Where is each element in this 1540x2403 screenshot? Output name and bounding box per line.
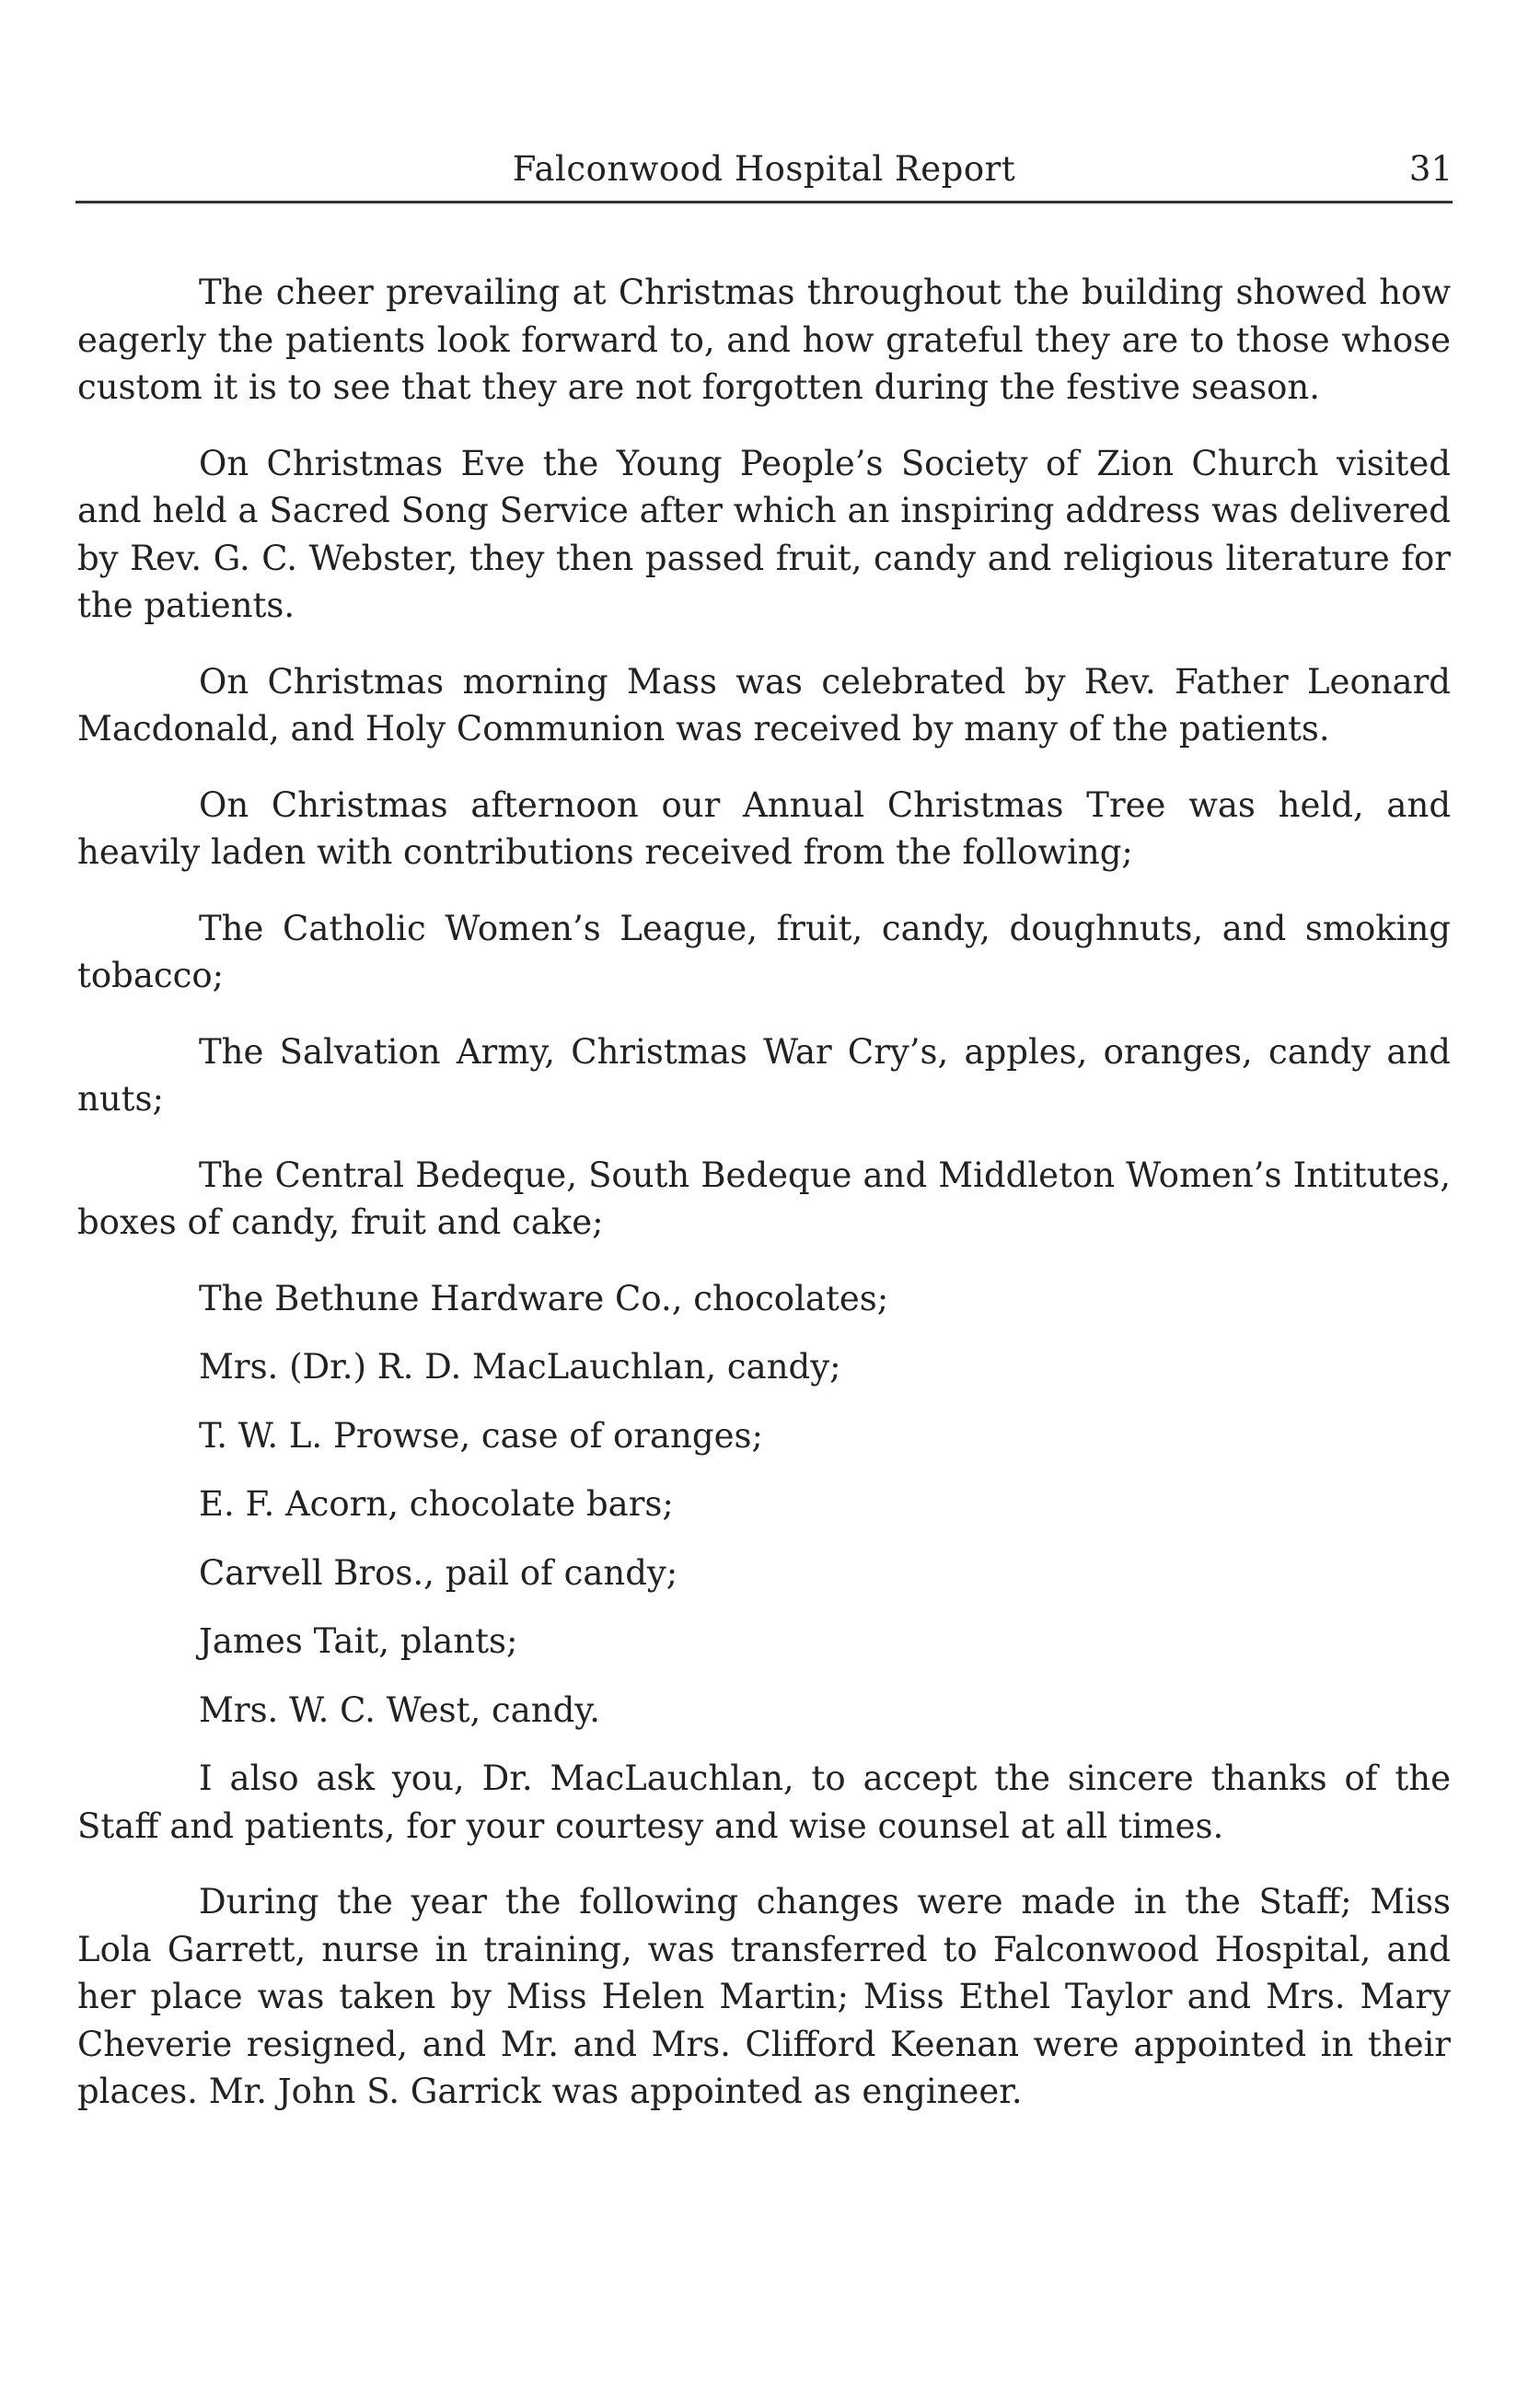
paragraph: I also ask you, Dr. MacLauchlan, to accept the sincere thanks of the Staff and patients, for your courtesy and wise counsel at all times. [77,1759,1451,1846]
paragraph: On Christmas morning Mass was celebrated by Rev. Father Leonard Macdonald, and Holy Communion was received by many of the patients. [77,661,1451,749]
paragraph: During the year the following changes were made in the Staff; Miss Lola Garrett, nurse in training, was transferred to Falconwood Hospital, and her place was taken by Miss Helen Martin; Miss Ethel Taylor and Mrs. Mary Cheverie resigned, and Mr. and Mrs. Clifford Keenan were appointed in their places. Mr. John S. Garrick was appointed as engineer. [77,1882,1451,2111]
paragraph: The Catholic Women’s League, fruit, candy, doughnuts, and smoking tobacco; [77,908,1451,995]
donor-line: The Bethune Hardware Co., chocolates; [199,1278,889,1318]
donor-line: Mrs. W. C. West, candy. [199,1689,601,1730]
paragraph: On Christmas Eve the Young People’s Society of Zion Church visited and held a Sacred Song Service after which an inspiring address was delivered by Rev. G. C. Webster, they then passed fruit, candy and religious literature for the patients. [77,443,1451,625]
running-header [75,138,1453,193]
donor-line: James Tait, plants; [199,1621,518,1661]
page-body [77,269,1451,2144]
paragraph: The Salvation Army, Christmas War Cry’s, apples, oranges, candy and nuts; [77,1031,1451,1119]
donor-line: Mrs. (Dr.) R. D. MacLauchlan, candy; [199,1347,841,1387]
donor-line: E. F. Acorn, chocolate bars; [199,1484,674,1524]
donor-line: T. W. L. Prowse, case of oranges; [199,1415,763,1456]
page-number: 31 [1408,149,1453,189]
report-title: Falconwood Hospital Report [512,149,1016,189]
header-rule [75,201,1453,203]
paragraph: The cheer prevailing at Christmas throughout the building showed how eagerly the patients look forward to, and how grateful they are to those whose custom it is to see that they are not forgotten during the festive season. [77,273,1451,407]
donor-line: Carvell Bros., pail of candy; [199,1552,678,1593]
paragraph: On Christmas afternoon our Annual Christmas Tree was held, and heavily laden with contributions received from the following; [77,784,1451,872]
paragraph: The Central Bedeque, South Bedeque and Middleton Women’s Intitutes, boxes of candy, fruit and cake; [77,1155,1451,1242]
